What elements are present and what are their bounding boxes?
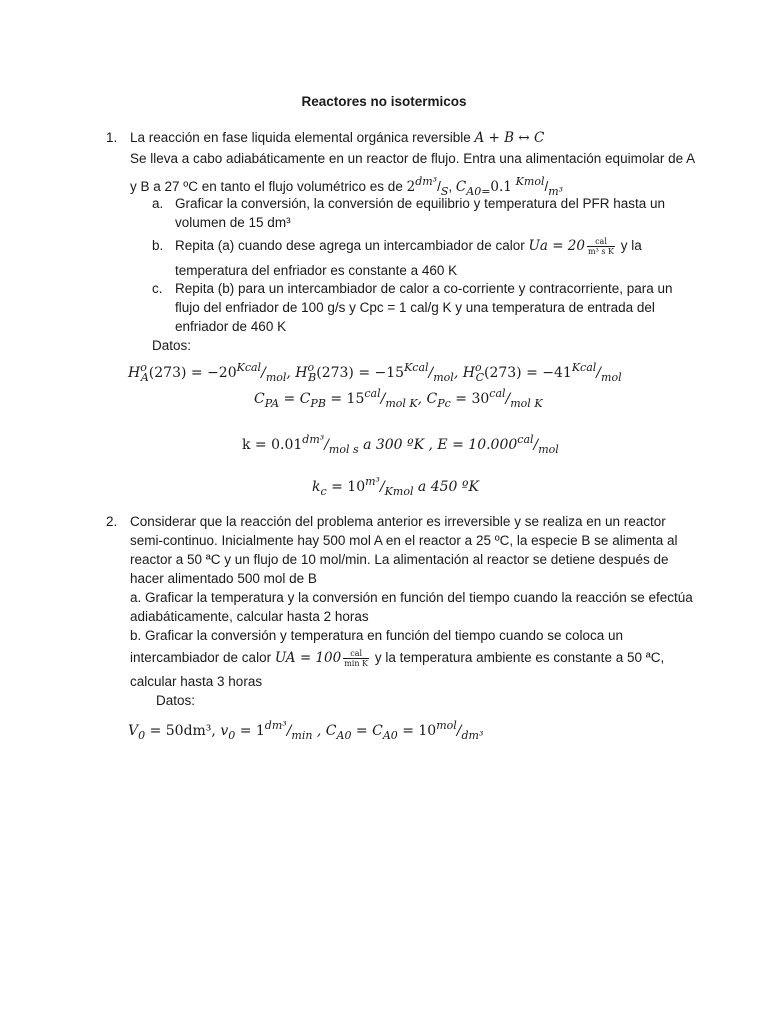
hc-sub: C bbox=[475, 371, 484, 384]
problem-2-item-b-tail: y la temperatura ambiente es constante a 50 ªC, bbox=[374, 650, 665, 665]
problem-1-line-2: Se lleva a cabo adiabáticamente en un reactor de flujo. Entra una alimentación equimolar de A bbox=[130, 151, 696, 166]
problem-1-number: 1. bbox=[106, 130, 118, 145]
hc-sup: o bbox=[474, 361, 482, 374]
item-b-label: b. bbox=[152, 238, 164, 253]
item-a-line-1: Graficar la conversión, la conversión de equilibrio y temperatura del PFR hasta un bbox=[175, 196, 665, 211]
ca0-equals: = C bbox=[351, 723, 383, 739]
v0-symbol: V bbox=[128, 723, 139, 739]
cpb-sub: PB bbox=[310, 397, 326, 410]
flow-unit-den: S bbox=[440, 185, 449, 198]
hb-sub: B bbox=[308, 371, 317, 384]
ca0-value: 0.1 bbox=[490, 179, 512, 195]
ha-sup: o bbox=[140, 361, 147, 374]
ua-unit-fraction bbox=[587, 237, 615, 256]
item-b-text: Repita (a) cuando dese agrega un intercambiador de calor bbox=[175, 238, 525, 253]
cp-equals: = bbox=[279, 391, 300, 407]
ha-value: (273) = −20 bbox=[148, 365, 237, 381]
cpc-unit-num: cal bbox=[489, 387, 506, 400]
kc-sub: c bbox=[320, 485, 327, 498]
ca0-unit-num-2: mol bbox=[436, 719, 457, 732]
hb-unit-num: Kcal bbox=[404, 361, 429, 374]
item-a-label: a. bbox=[152, 196, 164, 211]
datos-label-1: Datos: bbox=[152, 338, 192, 353]
document-title: Reactores no isotermicos bbox=[301, 94, 467, 109]
kc-temperature: a 450 ºK bbox=[413, 479, 479, 495]
flow-value: 2 bbox=[406, 179, 416, 195]
e-unit-num: cal bbox=[517, 433, 534, 446]
e-unit-den: mol bbox=[538, 443, 559, 456]
kc-symbol: k bbox=[312, 479, 321, 495]
problem-2-number: 2. bbox=[106, 514, 118, 529]
equilibrium-constant-equation: $k_c = 10^{m^3}/_{Kmol}$ a 450 ºK bbox=[312, 475, 479, 498]
v0-value: = 50dm³, bbox=[145, 723, 221, 739]
ca0-subscript: A0= bbox=[466, 185, 491, 198]
ha-unit-den: mol bbox=[265, 371, 287, 384]
flow-rate-unit-den: min bbox=[291, 729, 313, 742]
hc-symbol: H bbox=[462, 365, 475, 381]
problem-2-line-3: reactor a 50 ªC y un flujo de 10 mol/min. La alimentación al reactor se detiene después de bbox=[130, 552, 669, 567]
cp-unit-num: cal bbox=[364, 387, 381, 400]
flow-sub: 0 bbox=[228, 729, 236, 742]
cpa-symbol: C bbox=[254, 391, 265, 407]
cpb-symbol: C bbox=[299, 391, 311, 407]
item-c-line-1: Repita (b) para un intercambiador de calor a co-corriente y contracorriente, para un bbox=[175, 281, 673, 296]
problem-2-ua-expression: UA = 100 bbox=[274, 650, 342, 666]
problem-1-line-3: y B a 27 ºC en tanto el flujo volumétrico es de $2^{dm^3}/_S$, $C_{A0=}0.1$ $^{Kmol}/_{m^3}$ bbox=[130, 175, 564, 198]
flow-unit-num: dm³ bbox=[415, 175, 438, 188]
cpc-symbol: C bbox=[426, 391, 438, 407]
ua-expression: Ua = 20 bbox=[528, 238, 585, 254]
problem-1-intro-text: La reacción en fase liquida elemental orgánica reversible bbox=[130, 130, 471, 145]
problem-2-item-b-line-3: calcular hasta 3 horas bbox=[130, 674, 263, 689]
kc-value: = 10 bbox=[326, 479, 366, 495]
flow-rate-value: = 1 bbox=[235, 723, 265, 739]
cpc-sub: Pc bbox=[437, 397, 451, 410]
hc-unit-den: mol bbox=[601, 371, 622, 384]
ca0b-sub: A0 bbox=[382, 729, 398, 742]
problem-2-line-1: Considerar que la reacción del problema anterior es irreversible y se realiza en un reactor bbox=[130, 514, 666, 529]
cpc-value: = 30 bbox=[450, 391, 490, 407]
problem-2-ua-unit-fraction bbox=[343, 649, 369, 668]
problem-2-item-b-text: intercambiador de calor bbox=[130, 650, 272, 665]
problem-2-item-a-line-1: a. Graficar la temperatura y la conversión en función del tiempo cuando la reacción se efectúa bbox=[130, 590, 693, 605]
k-value: k = 0.01 bbox=[242, 437, 303, 453]
problem-2-data-equation: $V_0 = 50dm^3$, $v_0 = 1^{dm^3}/_{min}$ , $C_{A0} = C_{A0} = 10^{mol}/_{dm^3}$ bbox=[128, 719, 484, 742]
enthalpy-equation: $H^o_A(273) = -20^{Kcal}/_{mol}$, $H^o_B(273) = -15^{Kcal}/_{mol}$, $H^o_C(273) = -41^{Kcal}/_{mol}$ bbox=[128, 361, 622, 384]
item-b-line-2: temperatura del enfriador es constante a 460 K bbox=[175, 263, 458, 278]
datos-label-2: Datos: bbox=[156, 693, 196, 708]
cp-unit-den: mol K bbox=[385, 397, 418, 410]
flow-rate-unit-num: dm³ bbox=[264, 719, 287, 732]
ha-symbol: H bbox=[128, 365, 141, 381]
problem-2-item-b-line-2 bbox=[130, 648, 664, 668]
problem-2-item-b-line-1: b. Graficar la conversión y temperatura en función del tiempo cuando se coloca un bbox=[130, 628, 624, 643]
problem-2-ua-unit-den: min K bbox=[344, 658, 369, 668]
reaction-equation: A + B ↔ C bbox=[474, 130, 545, 146]
flow-symbol: v bbox=[220, 723, 229, 739]
flow-text: y B a 27 ºC en tanto el flujo volumétrico es de bbox=[130, 179, 403, 194]
cpa-sub: PA bbox=[264, 397, 280, 410]
ca0-unit-den: m³ bbox=[548, 185, 564, 198]
item-b-line-1 bbox=[175, 236, 642, 256]
activation-energy-text: a 300 ºK , E = 10.000 bbox=[358, 437, 518, 453]
hb-unit-den: mol bbox=[433, 371, 454, 384]
ha-unit-num: Kcal bbox=[236, 361, 262, 374]
problem-2-line-4: hacer alimentado 500 mol de B bbox=[130, 571, 317, 586]
hc-value: (273) = −41 bbox=[484, 365, 572, 381]
kc-unit-den: Kmol bbox=[384, 485, 414, 498]
heat-capacity-equation: $C_{PA} = C_{PB} = 15^{cal}/_{mol K}$, $C_{Pc} = 30^{cal}/_{mol K}$ bbox=[254, 387, 543, 410]
hb-sup: o bbox=[307, 361, 315, 374]
item-b-tail: y la bbox=[620, 238, 642, 253]
ua-unit-num: cal bbox=[587, 237, 615, 247]
rate-constant-equation: $k = 0.01^{dm^3}/_{mol s}$ a 300 ºK , $E = 10.000^{cal}/_{mol}$ bbox=[242, 433, 559, 456]
cp-value: = 15 bbox=[325, 391, 365, 407]
ca0-unit-num: Kmol bbox=[515, 175, 545, 188]
v0-sub: 0 bbox=[138, 729, 146, 742]
item-c-label: c. bbox=[152, 281, 163, 296]
item-c-line-3: enfriador de 460 K bbox=[175, 319, 287, 334]
k-unit-den: mol s bbox=[328, 443, 359, 456]
ua-unit-den: m³ s K bbox=[587, 246, 614, 256]
ca0-symbol: C bbox=[455, 179, 467, 195]
kc-unit-num: m³ bbox=[365, 475, 380, 488]
ha-sub: A bbox=[140, 371, 149, 384]
ca0-unit-den-2: dm³ bbox=[461, 729, 484, 742]
hb-value: (273) = −15 bbox=[316, 365, 405, 381]
hb-symbol: H bbox=[295, 365, 308, 381]
cpc-unit-den: mol K bbox=[510, 397, 543, 410]
item-c-line-2: flujo del enfriador de 100 g/s y Cpc = 1 cal/g K y una temperatura de entrada del bbox=[175, 300, 655, 315]
ca0-sub-2: A0 bbox=[336, 729, 352, 742]
hc-unit-num: Kcal bbox=[571, 361, 597, 374]
item-a-line-2: volumen de 15 dm³ bbox=[175, 215, 291, 230]
problem-2-line-2: semi-continuo. Inicialmente hay 500 mol A en el reactor a 25 ºC, la especie B se alimenta al bbox=[130, 533, 678, 548]
ca0-value-2: = 10 bbox=[397, 723, 437, 739]
k-unit-num: dm³ bbox=[302, 433, 325, 446]
problem-2-item-a-line-2: adiabáticamente, calcular hasta 2 horas bbox=[130, 609, 369, 624]
problem-2-ua-unit-num: cal bbox=[343, 649, 369, 659]
ca0-symbol-2: , C bbox=[312, 723, 337, 739]
problem-1-line-1 bbox=[130, 128, 544, 148]
